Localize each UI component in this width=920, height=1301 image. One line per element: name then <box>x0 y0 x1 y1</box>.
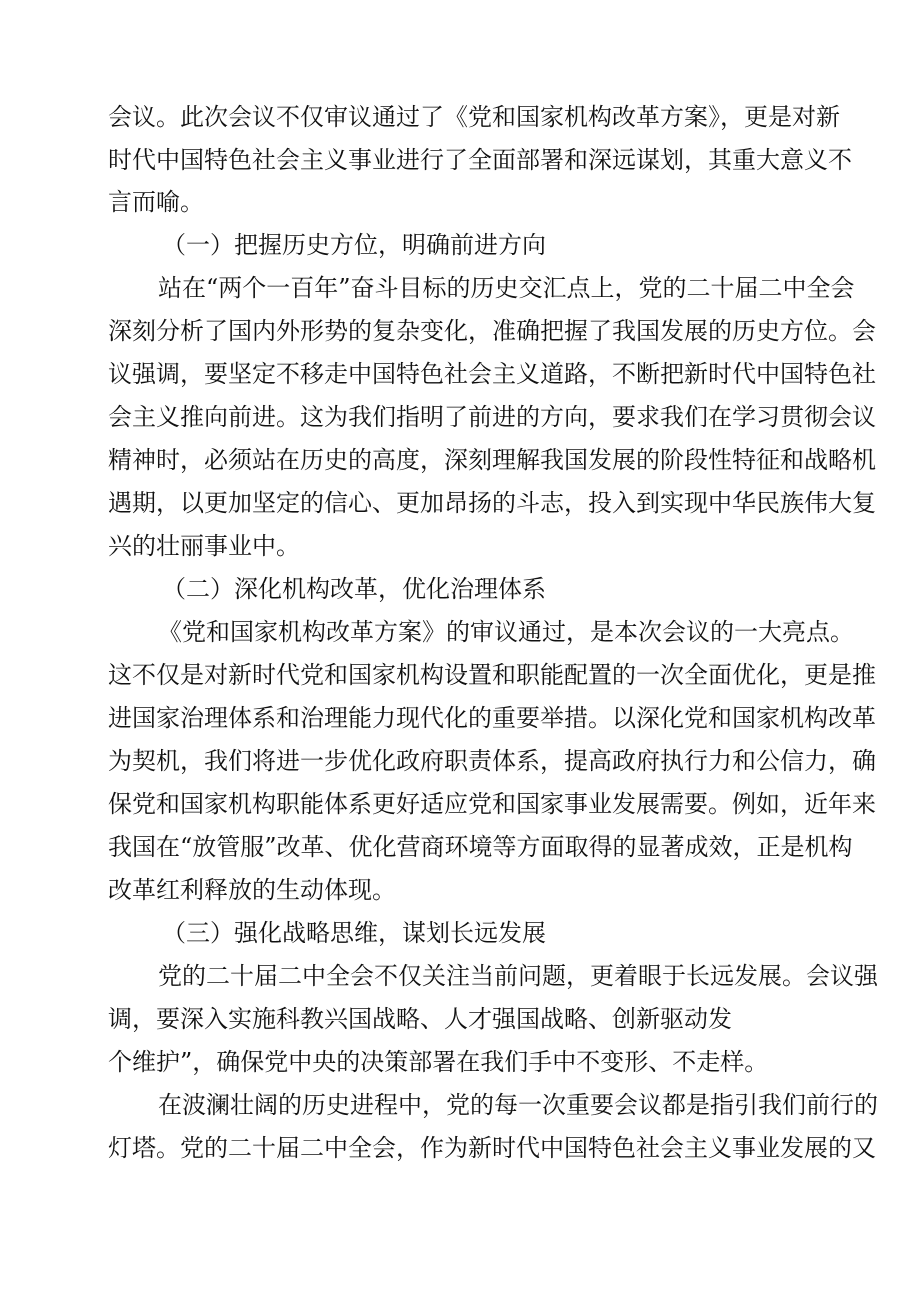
body-line: 我国在“放管服”改革、优化营商环境等方面取得的显著成效，正是机构 <box>108 833 853 861</box>
body-line: 会主义推向前进。这为我们指明了前进的方向，要求我们在学习贯彻会议 <box>108 403 876 431</box>
body-line: 党的二十届二中全会不仅关注当前问题，更着眼于长远发展。会议强 <box>158 962 878 990</box>
body-line: 这不仅是对新时代党和国家机构设置和职能配置的一次全面优化，更是推 <box>108 661 876 689</box>
body-line: 在波澜壮阔的历史进程中，党的每一次重要会议都是指引我们前行的 <box>158 1091 878 1119</box>
body-line: 调，要深入实施科教兴国战略、人才强国战略、创新驱动发 <box>108 1005 732 1033</box>
body-line: 会议。此次会议不仅审议通过了《党和国家机构改革方案》，更是对新 <box>108 103 840 131</box>
section-heading: （二）深化机构改革，优化治理体系 <box>162 575 546 603</box>
body-line: 为契机，我们将进一步优化政府职责体系，提高政府执行力和公信力，确 <box>108 747 876 775</box>
body-line: 《党和国家机构改革方案》的审议通过，是本次会议的一大亮点。 <box>158 618 854 646</box>
body-line: 兴的壮丽事业中。 <box>108 532 300 560</box>
body-line: 进国家治理体系和治理能力现代化的重要举措。以深化党和国家机构改革 <box>108 704 876 732</box>
body-line: 深刻分析了国内外形势的复杂变化，准确把握了我国发展的历史方位。会 <box>108 317 876 345</box>
body-line: 灯塔。党的二十届二中全会，作为新时代中国特色社会主义事业发展的又 <box>108 1134 876 1162</box>
body-line: 改革红利释放的生动体现。 <box>108 876 396 904</box>
body-line: 精神时，必须站在历史的高度，深刻理解我国发展的阶段性特征和战略机 <box>108 446 876 474</box>
body-line: 言而喻。 <box>108 188 204 216</box>
body-line: 议强调，要坚定不移走中国特色社会主义道路，不断把新时代中国特色社 <box>108 360 876 388</box>
body-line: 保党和国家机构职能体系更好适应党和国家事业发展需要。例如，近年来 <box>108 790 876 818</box>
body-line: 个维护”，确保党中央的决策部署在我们手中不变形、不走样。 <box>108 1048 769 1076</box>
body-line: 站在“两个一百年”奋斗目标的历史交汇点上，党的二十届二中全会 <box>158 274 855 302</box>
section-heading: （一）把握历史方位，明确前进方向 <box>162 231 546 259</box>
body-line: 遇期，以更加坚定的信心、更加昂扬的斗志，投入到实现中华民族伟大复 <box>108 489 876 517</box>
body-line: 时代中国特色社会主义事业进行了全面部署和深远谋划，其重大意义不 <box>108 146 852 174</box>
section-heading: （三）强化战略思维，谋划长远发展 <box>162 919 546 947</box>
